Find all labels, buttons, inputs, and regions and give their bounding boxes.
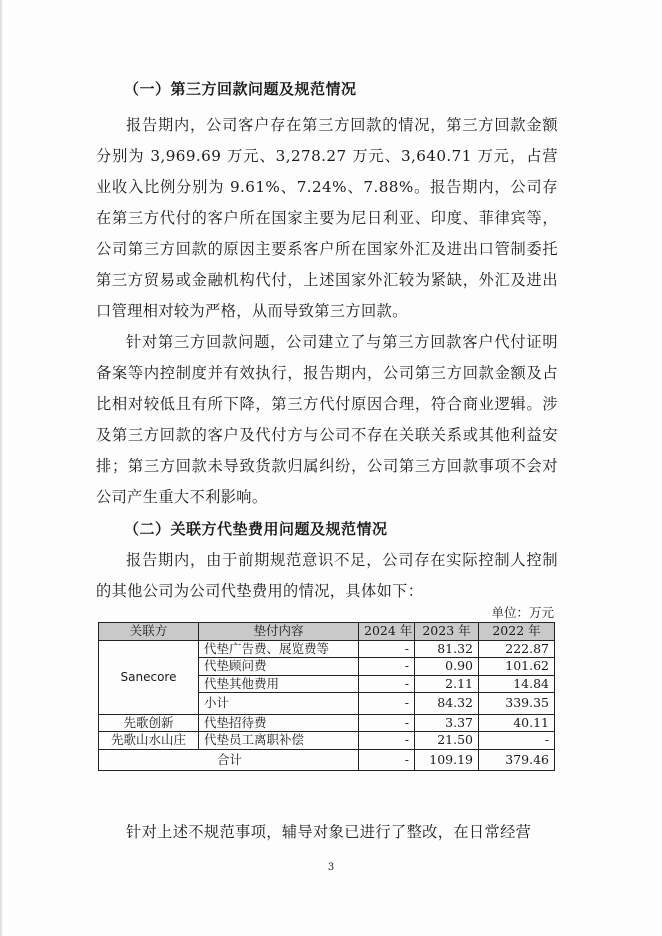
table-row <box>99 732 555 750</box>
value-cell-2024: - <box>359 640 415 658</box>
value-cell-2022: 339.35 <box>479 693 555 715</box>
table-row <box>99 640 555 658</box>
paragraph-third-party-payment-overview: 报告期内，公司客户存在第三方回款的情况，第三方回款金额分别为 3,969.69 万元、3,278.27 万元、3,640.71 万元，占营业收入比例分别为 9.61%、7.24%、7.88%。报告期内，公司存在第三方代付的客户所在国家主要为尼日利亚、印度、菲律宾等，公司第三方回款的原因主要系客户所在国家外汇及进出口管制委托第三方贸易或金融机构代付，上述国家外汇较为紧缺，外汇及进出口管理相对较为严格，从而导致第三方回款。 <box>96 116 558 320</box>
value-cell-2022: - <box>479 732 555 750</box>
value-cell-2024: - <box>359 714 415 732</box>
party-cell-sanecore: Sanecore <box>99 640 199 714</box>
paragraph-third-party-payment-controls: 针对第三方回款问题，公司建立了与第三方回款客户代付证明备案等内控制度并有效执行，报告期内，公司第三方回款金额及占比相对较低且有所下降，第三方代付原因合理，符合商业逻辑。涉及第三方回款的客户及代付方与公司不存在关联关系或其他利益安排；第三方回款未导致货款归属纠纷，公司第三方回款事项不会对公司产生重大不利影响。 <box>96 333 558 506</box>
table-header-row <box>99 623 555 641</box>
section-heading-third-party-payment: （一）第三方回款问题及规范情况 <box>124 80 357 98</box>
content-cell: 代垫广告费、展览费等 <box>199 640 359 658</box>
value-cell-2023: 109.19 <box>415 749 479 770</box>
value-cell-2023: 2.11 <box>415 675 479 693</box>
party-cell-shanshui: 先歌山水山庄 <box>99 732 199 750</box>
table-row <box>99 714 555 732</box>
value-cell-2022: 101.62 <box>479 658 555 676</box>
header-2024: 2024 年 <box>359 623 415 641</box>
content-cell: 代垫员工离职补偿 <box>199 732 359 750</box>
header-advance-content: 垫付内容 <box>199 623 359 641</box>
table-row-total <box>99 749 555 770</box>
table-unit-label: 单位：万元 <box>491 605 554 620</box>
value-cell-2023: 0.90 <box>415 658 479 676</box>
related-party-advance-table <box>98 622 555 771</box>
binding-edge <box>0 0 3 936</box>
value-cell-2024: - <box>359 749 415 770</box>
value-cell-2022: 379.46 <box>479 749 555 770</box>
value-cell-2023: 3.37 <box>415 714 479 732</box>
page-number: 3 <box>327 862 335 873</box>
value-cell-2022: 40.11 <box>479 714 555 732</box>
value-cell-2023: 81.32 <box>415 640 479 658</box>
content-cell: 代垫其他费用 <box>199 675 359 693</box>
total-label-cell: 合计 <box>99 749 359 770</box>
content-cell: 代垫顾问费 <box>199 658 359 676</box>
value-cell-2024: - <box>359 675 415 693</box>
header-2022: 2022 年 <box>479 623 555 641</box>
value-cell-2023: 21.50 <box>415 732 479 750</box>
value-cell-2023: 84.32 <box>415 693 479 715</box>
party-cell-xiange: 先歌创新 <box>99 714 199 732</box>
section-heading-related-party-advances: （二）关联方代垫费用问题及规范情况 <box>124 520 388 538</box>
value-cell-2024: - <box>359 658 415 676</box>
value-cell-2022: 222.87 <box>479 640 555 658</box>
value-cell-2024: - <box>359 693 415 715</box>
header-2023: 2023 年 <box>415 623 479 641</box>
subtotal-label-cell: 小计 <box>199 693 359 715</box>
paragraph-related-party-advances-intro: 报告期内，由于前期规范意识不足，公司存在实际控制人控制的其他公司为公司代垫费用的情况，具体如下： <box>96 551 558 600</box>
content-cell: 代垫招待费 <box>199 714 359 732</box>
header-related-party: 关联方 <box>99 623 199 641</box>
paragraph-rectification: 针对上述不规范事项，辅导对象已进行了整改，在日常经营 <box>126 823 532 841</box>
value-cell-2022: 14.84 <box>479 675 555 693</box>
value-cell-2024: - <box>359 732 415 750</box>
